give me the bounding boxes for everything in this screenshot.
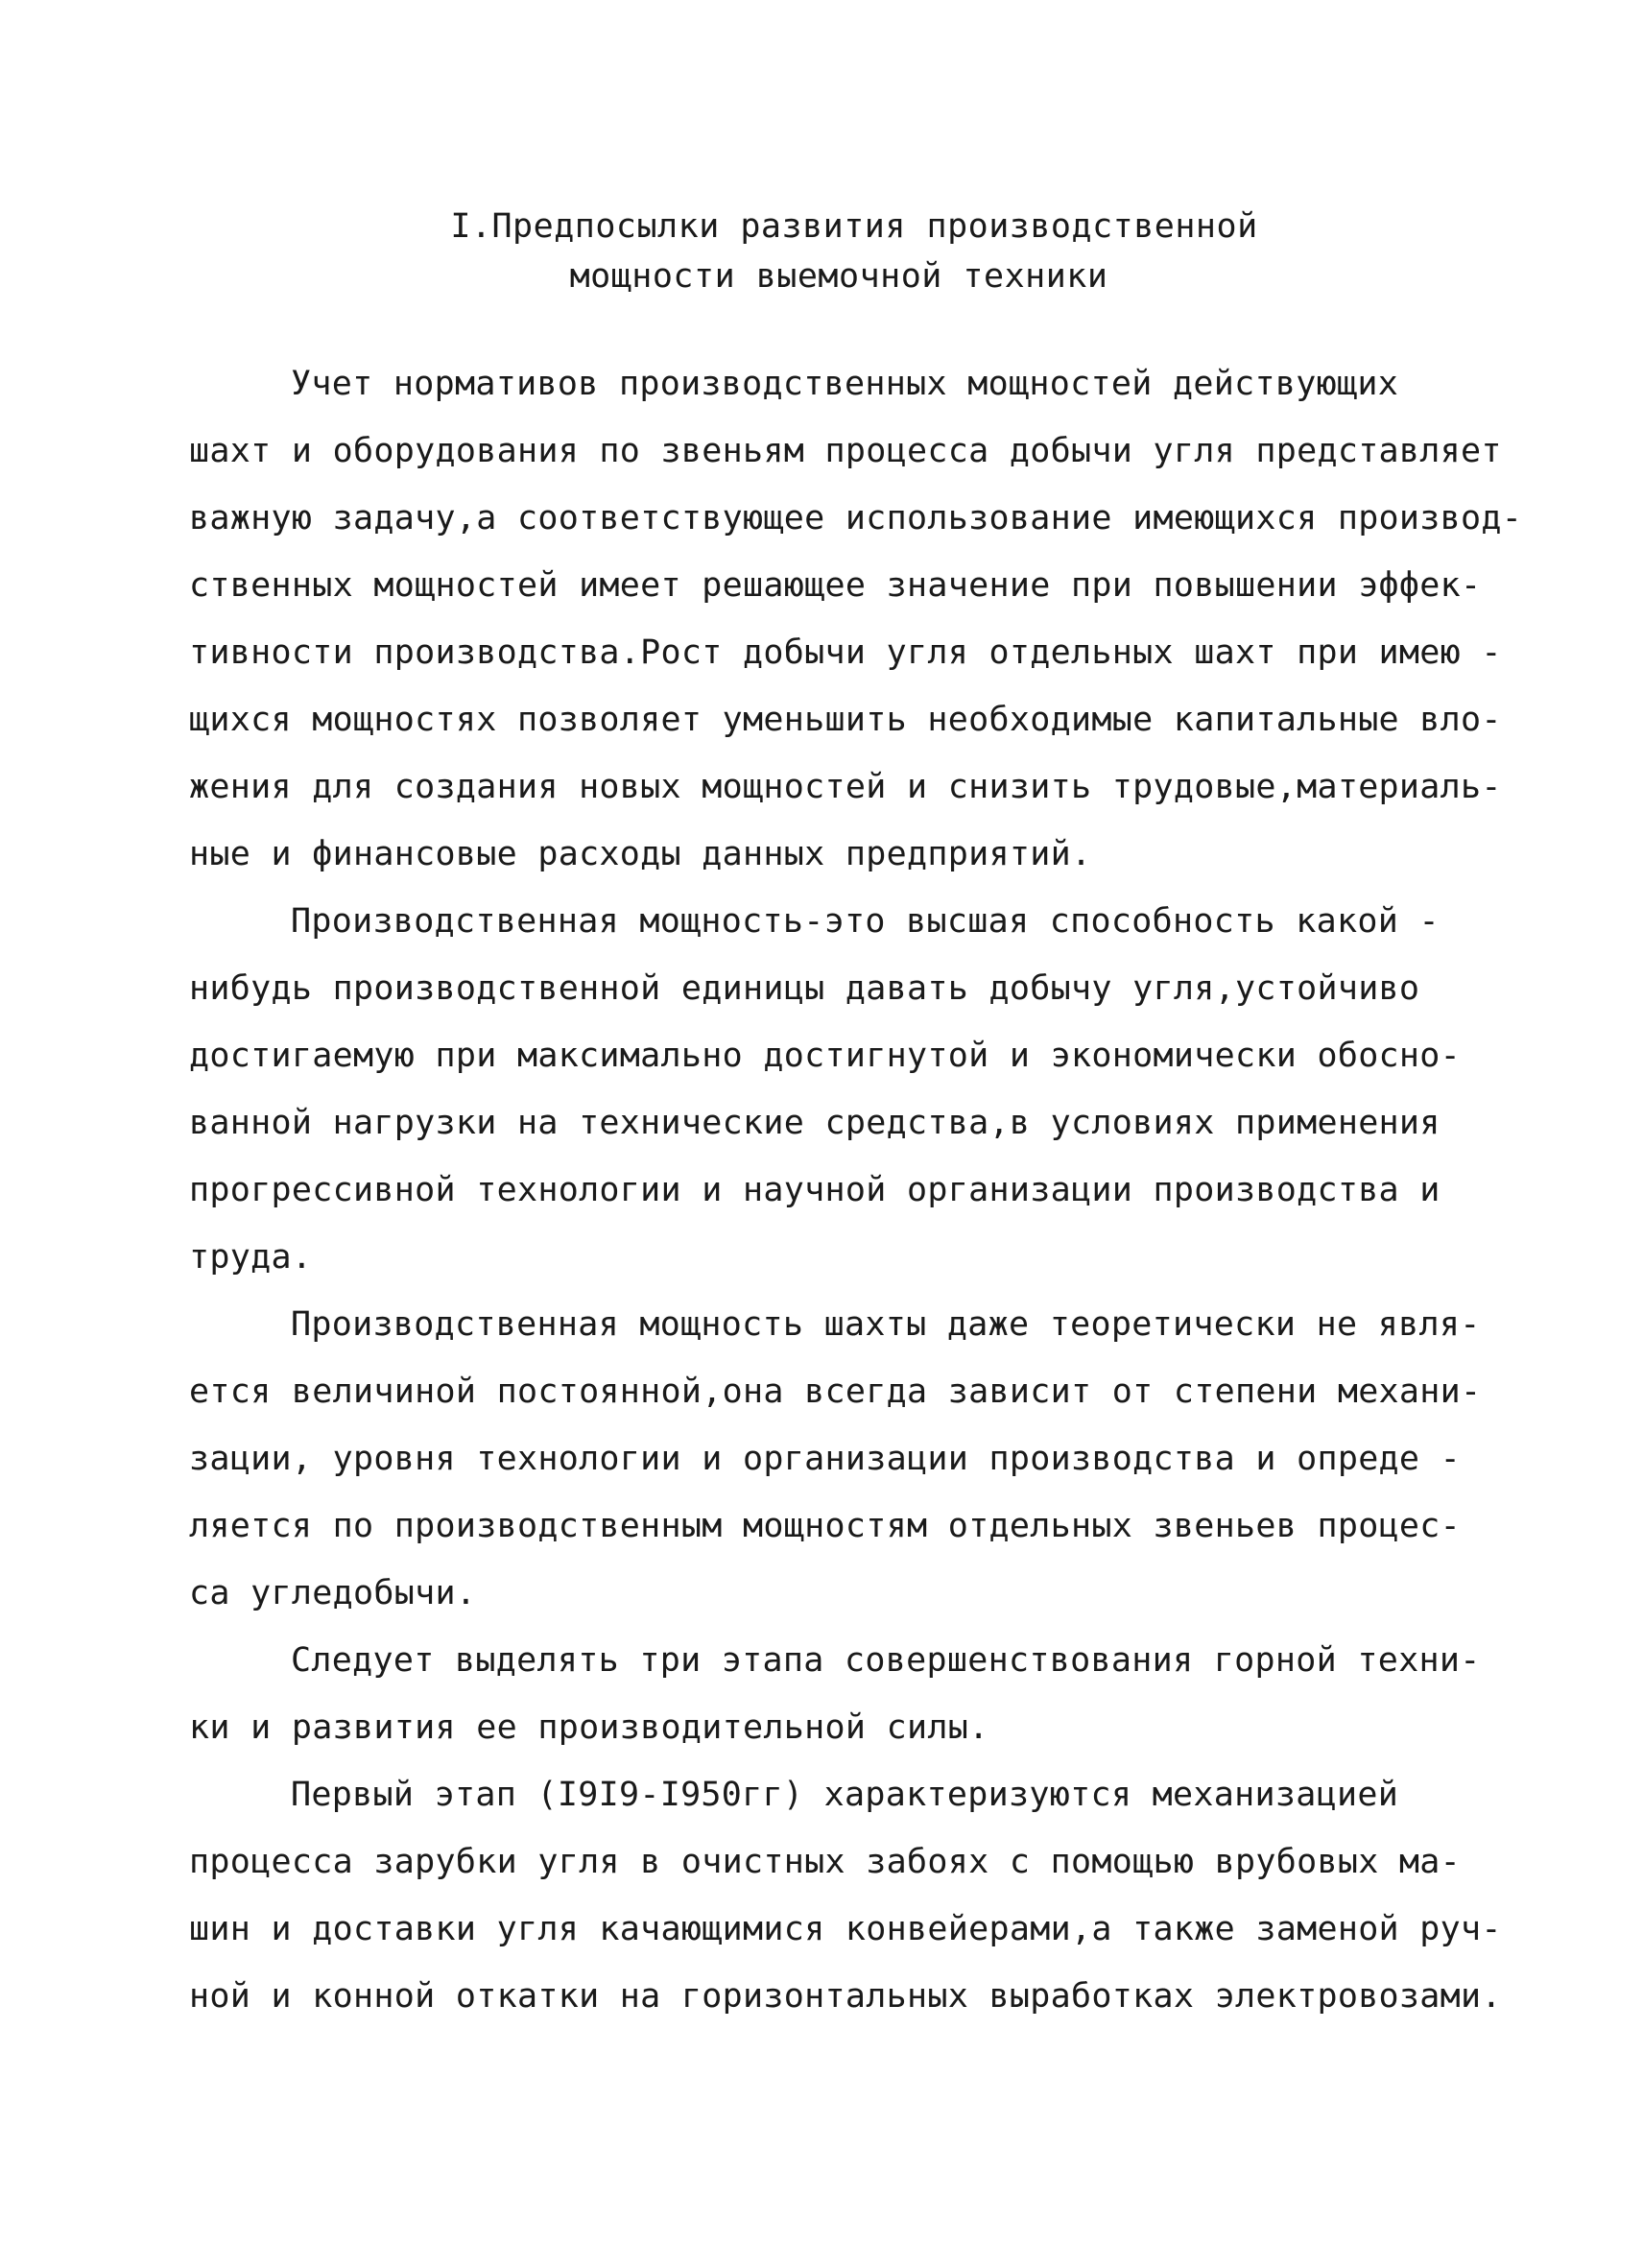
paragraph-3-line-5: са угледобычи.: [189, 1574, 477, 1612]
paragraph-1-line-3: важную задачу,а соответствующее использование имеющихся производ-: [189, 499, 1523, 537]
paragraph-2-line-6: труда.: [189, 1238, 313, 1277]
paragraph-5-line-4: ной и конной откатки на горизонтальных выработках электровозами.: [189, 1977, 1502, 2016]
paragraph-5-line-1: Первый этап (I9I9-I950гг) характеризуются механизацией: [291, 1776, 1399, 1814]
paragraph-1-line-2: шахт и оборудования по звеньям процесса добычи угля представляет: [189, 432, 1502, 470]
paragraph-2-line-1: Производственная мощность-это высшая способность какой -: [291, 902, 1440, 941]
paragraph-4-line-1: Следует выделять три этапа совершенствования горной техни-: [291, 1641, 1481, 1680]
paragraph-3-line-3: зации, уровня технологии и организации производства и опреде -: [189, 1440, 1462, 1478]
paragraph-1-line-1: Учет нормативов производственных мощностей действующих: [291, 365, 1399, 403]
paragraph-1-line-5: тивности производства.Рост добычи угля отдельных шахт при имею -: [189, 633, 1502, 672]
paragraph-1-line-4: ственных мощностей имеет решающее значение при повышении эффек-: [189, 566, 1482, 605]
paragraph-1-line-7: жения для создания новых мощностей и снизить трудовые,материаль-: [189, 768, 1502, 806]
paragraph-5-line-2: процесса зарубки угля в очистных забоях с помощью врубовых ма-: [189, 1843, 1462, 1881]
paragraph-1-line-6: щихся мощностях позволяет уменьшить необходимые капитальные вло-: [189, 701, 1502, 739]
paragraph-2-line-3: достигаемую при максимально достигнутой и экономически обосно-: [189, 1037, 1462, 1075]
paragraph-3-line-4: ляется по производственным мощностям отдельных звеньев процес-: [189, 1507, 1462, 1545]
paragraph-5-line-3: шин и доставки угля качающимися конвейерами,а также заменой руч-: [189, 1910, 1502, 1948]
paragraph-3-line-2: ется величиной постоянной,она всегда зависит от степени механи-: [189, 1373, 1482, 1411]
section-title-line-1: I.Предпосылки развития производственной: [450, 207, 1258, 246]
paragraph-2-line-4: ванной нагрузки на технические средства,в условиях применения: [189, 1104, 1441, 1142]
paragraph-1-line-8: ные и финансовые расходы данных предприятий.: [189, 835, 1092, 873]
paragraph-2-line-2: нибудь производственной единицы давать добычу угля,устойчиво: [189, 969, 1420, 1008]
section-title-line-2: мощности выемочной техники: [569, 257, 1108, 296]
paragraph-4-line-2: ки и развития ее производительной силы.: [189, 1708, 989, 1747]
paragraph-2-line-5: прогрессивной технологии и научной организации производства и: [189, 1171, 1441, 1209]
paragraph-3-line-1: Производственная мощность шахты даже теоретически не явля-: [291, 1305, 1481, 1344]
